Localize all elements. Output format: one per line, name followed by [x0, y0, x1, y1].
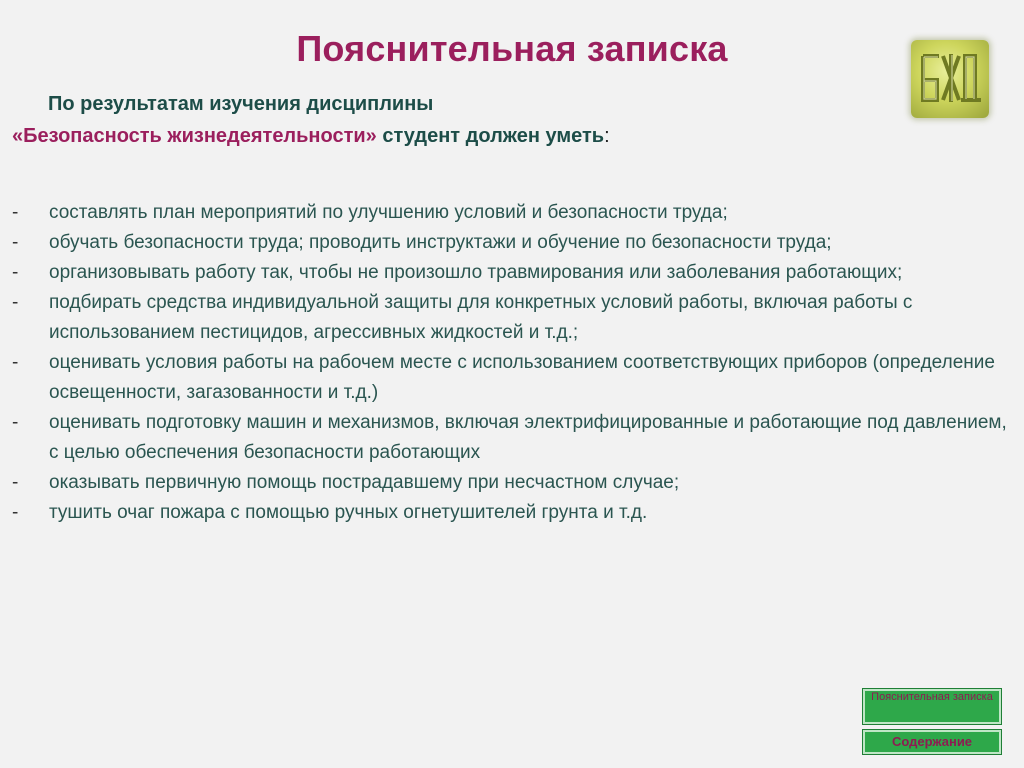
bullet-dash: -	[12, 472, 19, 493]
list-item	[12, 288, 1012, 348]
list-item	[12, 198, 1012, 228]
bullet-dash: -	[12, 502, 19, 523]
list-item-text: оказывать первичную помощь пострадавшему при несчастном случае;	[49, 472, 680, 493]
course-name: «Безопасность жизнедеятельности»	[12, 125, 377, 147]
list-item-text: тушить очаг пожара с помощью ручных огнетушителей грунта и т.д.	[49, 502, 648, 523]
list-item	[12, 348, 1012, 408]
list-item-text: организовывать работу так, чтобы не произошло травмирования или заболевания работающих;	[49, 262, 903, 283]
skills-list	[12, 198, 1012, 528]
list-item	[12, 468, 1012, 498]
bullet-dash: -	[12, 412, 19, 433]
list-item-text: обучать безопасности труда; проводить инструктажи и обучение по безопасности труда;	[49, 232, 832, 253]
intro-text	[12, 88, 912, 152]
list-item	[12, 258, 1012, 288]
contents-button[interactable]: Содержание	[862, 729, 1002, 755]
list-item	[12, 498, 1012, 528]
bullet-dash: -	[12, 292, 19, 313]
intro-line-2	[12, 120, 912, 152]
slide-title: Пояснительная записка	[296, 28, 728, 69]
bzhd-logo-graphic	[911, 40, 989, 118]
bzhd-logo-icon	[911, 40, 989, 118]
intro-line-1: По результатам изучения дисциплины	[48, 93, 434, 115]
list-item	[12, 228, 1012, 258]
list-item	[12, 408, 1012, 468]
list-item-text: оценивать условия работы на рабочем месте с использованием соответствующих приборов (определение освещенности, загазованности и т.д.)	[49, 352, 995, 403]
list-item-text: оценивать подготовку машин и механизмов, включая электрифицированные и работающие под давлением, с целью обеспечения безопасности работающих	[49, 412, 1007, 463]
bullet-dash: -	[12, 232, 19, 253]
explanatory-note-button[interactable]: Пояснительная записка	[862, 688, 1002, 725]
list-item-text: подбирать средства индивидуальной защиты для конкретных условий работы, включая работы с использованием пестицидов, агрессивных жидкостей и т.д.;	[49, 292, 913, 343]
list-item-text: составлять план мероприятий по улучшению условий и безопасности труда;	[49, 202, 728, 223]
intro-colon: :	[604, 125, 610, 147]
intro-line-2-rest: студент должен уметь	[376, 125, 605, 147]
bullet-dash: -	[12, 352, 19, 373]
bullet-dash: -	[12, 262, 19, 283]
bullet-dash: -	[12, 202, 19, 223]
